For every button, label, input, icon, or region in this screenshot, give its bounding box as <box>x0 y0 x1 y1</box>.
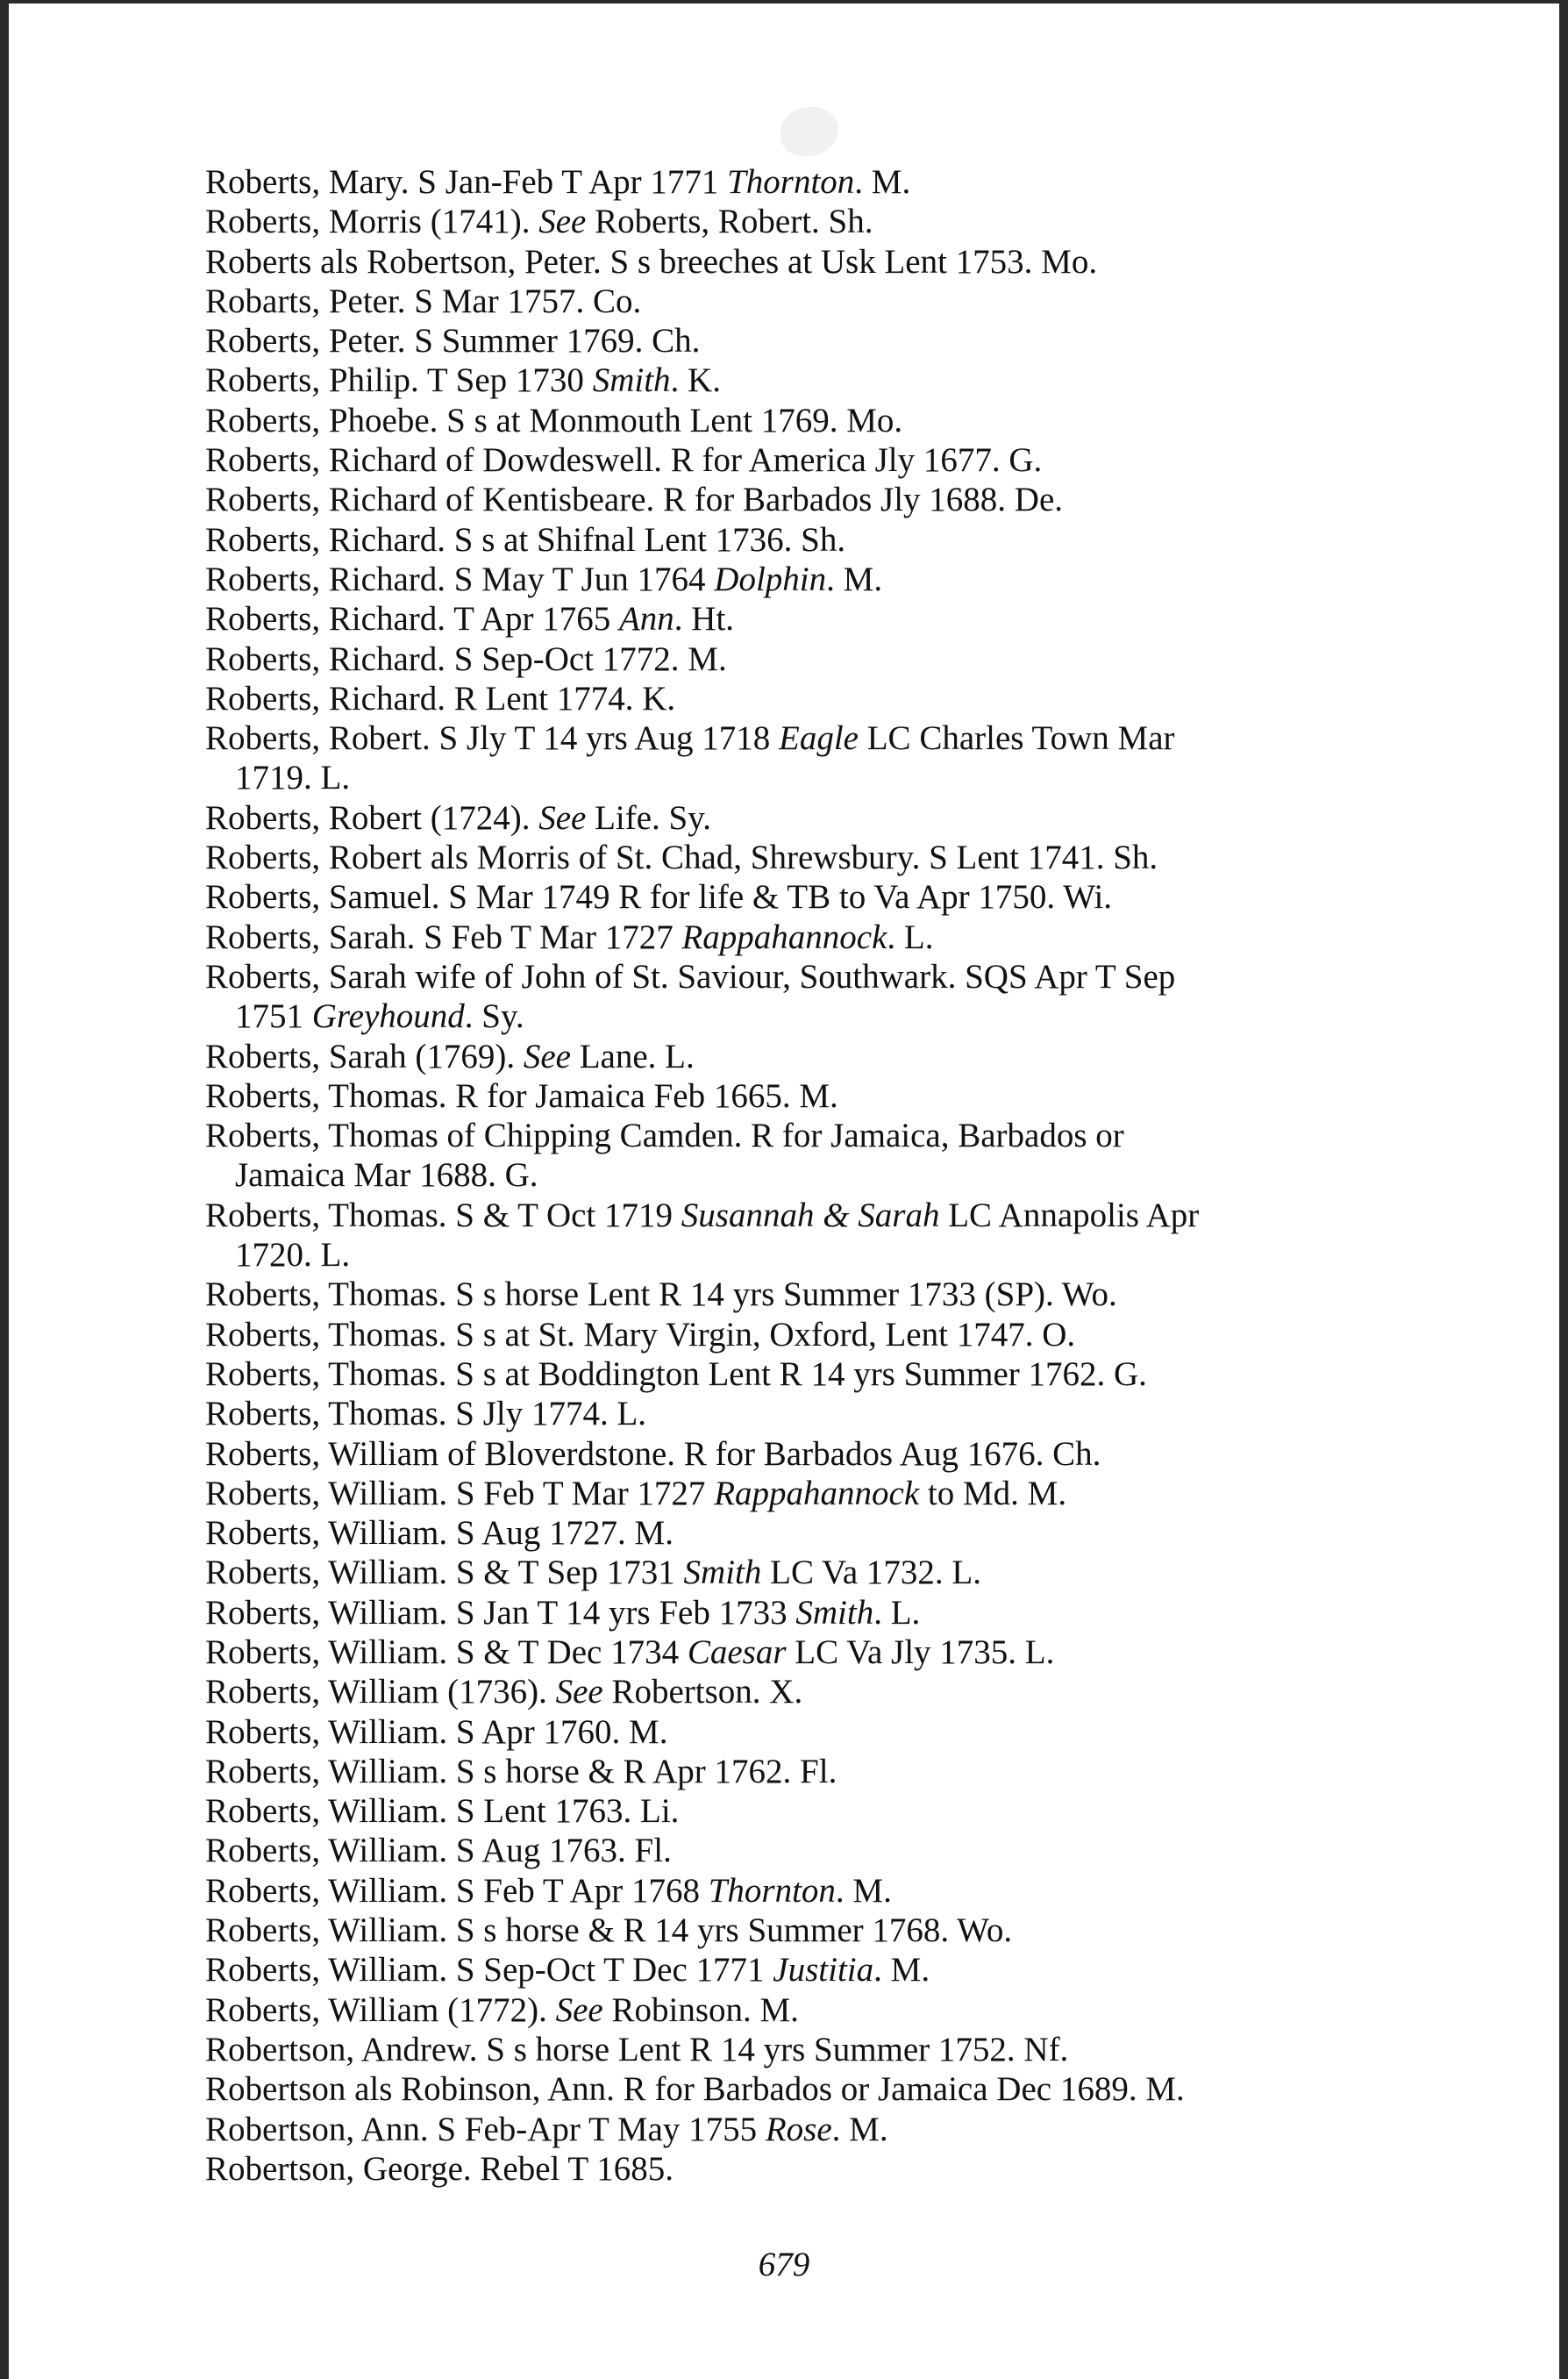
index-entry: Roberts, Sarah wife of John of St. Saviour, Southwark. SQS Apr T Sep 1751 Greyhound. Sy. <box>205 957 1176 1036</box>
index-entry: Roberts, Thomas. S & T Oct 1719 Susannah & Sarah LC Annapolis Apr 1720. L. <box>205 1196 1200 1275</box>
page <box>9 4 1559 2379</box>
index-entry: Roberts, Philip. T Sep 1730 Smith. K. <box>205 361 721 400</box>
index-entry: Roberts, Richard. S Sep-Oct 1772. M. <box>205 639 727 678</box>
index-entry: Roberts, William. S Aug 1727. M. <box>205 1514 674 1553</box>
index-entry: Roberts, Sarah (1769). See Lane. L. <box>205 1037 695 1075</box>
index-entry: Roberts, Robert. S Jly T 14 yrs Aug 1718 Eagle LC Charles Town Mar 1719. L. <box>205 719 1175 797</box>
index-entry: Roberts, William. S Sep-Oct T Dec 1771 Justitia. M. <box>205 1951 930 1990</box>
index-entry: Robarts, Peter. S Mar 1757. Co. <box>205 282 642 320</box>
index-entry: Roberts, Robert als Morris of St. Chad, Shrewsbury. S Lent 1741. Sh. <box>205 839 1158 877</box>
index-entry: Roberts, Sarah. S Feb T Mar 1727 Rappahannock. L. <box>205 918 934 956</box>
index-entry: Roberts, William. S s horse & R 14 yrs Summer 1768. Wo. <box>205 1911 1013 1950</box>
index-entry: Roberts, Richard. S May T Jun 1764 Dolphin. M. <box>205 560 883 598</box>
index-entry: Robertson, Andrew. S s horse Lent R 14 yrs Summer 1752. Nf. <box>205 2030 1069 2068</box>
index-entry: Roberts, William. S Aug 1763. Fl. <box>205 1832 672 1870</box>
index-entry: Roberts, William (1772). See Robinson. M. <box>205 1990 799 2029</box>
index-entry: Roberts, Richard. T Apr 1765 Ann. Ht. <box>205 600 735 639</box>
index-entry: Roberts, Richard of Dowdeswell. R for America Jly 1677. G. <box>205 441 1043 480</box>
index-entry: Roberts, Thomas. S s at Boddington Lent R 14 yrs Summer 1762. G. <box>205 1354 1147 1393</box>
index-entry: Roberts, William. S Lent 1763. Li. <box>205 1792 680 1831</box>
index-entry: Roberts, William. S & T Sep 1731 Smith LC Va 1732. L. <box>205 1554 981 1592</box>
index-entry: Roberts, Robert (1724). See Life. Sy. <box>205 798 711 837</box>
index-entry: Roberts, Richard. S s at Shifnal Lent 1736. Sh. <box>205 520 846 559</box>
index-entry: Roberts, Morris (1741). See Roberts, Robert. Sh. <box>205 203 873 241</box>
index-entry: Robertson, George. Rebel T 1685. <box>205 2149 674 2188</box>
index-entry: Roberts, William. S & T Dec 1734 Caesar LC Va Jly 1735. L. <box>205 1632 1055 1671</box>
index-entry: Roberts, William (1736). See Robertson. X. <box>205 1673 803 1711</box>
index-entry: Roberts, Thomas. S s horse Lent R 14 yrs Summer 1733 (SP). Wo. <box>205 1275 1117 1314</box>
index-entry: Roberts, William. S s horse & R Apr 1762. Fl. <box>205 1752 837 1790</box>
index-entry: Roberts, William. S Jan T 14 yrs Feb 1733 Smith. L. <box>205 1593 921 1632</box>
index-entry: Robertson, Ann. S Feb-Apr T May 1755 Rose. M. <box>205 2110 888 2148</box>
page-number: 679 <box>758 2246 810 2283</box>
index-entry: Roberts, Samuel. S Mar 1749 R for life & TB to Va Apr 1750. Wi. <box>205 878 1113 917</box>
index-entry: Roberts, Richard of Kentisbeare. R for Barbados Jly 1688. De. <box>205 481 1064 519</box>
index-entry: Roberts, Richard. R Lent 1774. K. <box>205 679 676 718</box>
index-entry: Roberts als Robertson, Peter. S s breeches at Usk Lent 1753. Mo. <box>205 242 1098 281</box>
index-entry: Roberts, Thomas. S Jly 1774. L. <box>205 1395 647 1433</box>
index-entry: Roberts, William. S Apr 1760. M. <box>205 1712 668 1751</box>
index-entry: Robertson als Robinson, Ann. R for Barbados or Jamaica Dec 1689. M. <box>205 2070 1185 2109</box>
index-entry: Roberts, William of Bloverdstone. R for Barbados Aug 1676. Ch. <box>205 1434 1101 1473</box>
entry-list <box>205 162 1424 2189</box>
index-entry: Roberts, Thomas. R for Jamaica Feb 1665. M. <box>205 1076 838 1115</box>
index-entry: Roberts, Peter. S Summer 1769. Ch. <box>205 322 701 361</box>
index-entry: Roberts, William. S Feb T Mar 1727 Rappahannock to Md. M. <box>205 1474 1067 1512</box>
index-entry: Roberts, Thomas of Chipping Camden. R for Jamaica, Barbados or Jamaica Mar 1688. G. <box>205 1117 1124 1195</box>
index-entry: Roberts, Thomas. S s at St. Mary Virgin, Oxford, Lent 1747. O. <box>205 1315 1076 1354</box>
index-entry: Roberts, Mary. S Jan-Feb T Apr 1771 Thornton. M. <box>205 163 911 201</box>
index-entry: Roberts, William. S Feb T Apr 1768 Thornton. M. <box>205 1871 892 1910</box>
paper-stain <box>780 107 838 156</box>
index-entry: Roberts, Phoebe. S s at Monmouth Lent 1769. Mo. <box>205 401 903 439</box>
